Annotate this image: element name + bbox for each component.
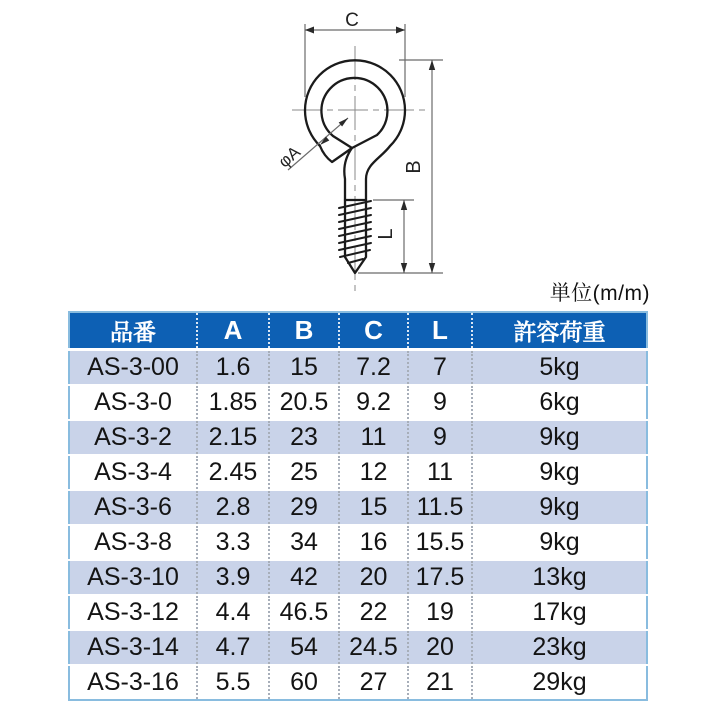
cell-load: 9kg (472, 525, 647, 560)
cell-a: 1.6 (197, 350, 269, 386)
cell-b: 34 (269, 525, 339, 560)
unit-label: 単位(m/m) (549, 282, 650, 305)
cell-part-number: AS-3-10 (69, 560, 197, 595)
cell-b: 15 (269, 350, 339, 386)
cell-c: 22 (339, 595, 408, 630)
cell-c: 27 (339, 665, 408, 700)
cell-b: 60 (269, 665, 339, 700)
cell-part-number: AS-3-0 (69, 385, 197, 420)
cell-b: 46.5 (269, 595, 339, 630)
cell-l: 11 (408, 455, 472, 490)
cell-c: 7.2 (339, 350, 408, 386)
cell-load: 29kg (472, 665, 647, 700)
cell-load: 9kg (472, 490, 647, 525)
col-header-c: C (339, 312, 408, 350)
cell-part-number: AS-3-16 (69, 665, 197, 700)
cell-part-number: AS-3-4 (69, 455, 197, 490)
dim-label-c: C (345, 10, 359, 31)
cell-l: 17.5 (408, 560, 472, 595)
dimension-l (373, 200, 414, 273)
cell-c: 15 (339, 490, 408, 525)
cell-l: 11.5 (408, 490, 472, 525)
cell-c: 9.2 (339, 385, 408, 420)
col-header-l: L (408, 312, 472, 350)
cell-a: 4.7 (197, 630, 269, 665)
header-row (69, 312, 647, 350)
cell-a: 2.45 (197, 455, 269, 490)
cell-part-number: AS-3-12 (69, 595, 197, 630)
cell-l: 9 (408, 420, 472, 455)
cell-c: 12 (339, 455, 408, 490)
cell-c: 20 (339, 560, 408, 595)
arrowhead-up-icon (401, 200, 407, 210)
cell-l: 19 (408, 595, 472, 630)
cell-part-number: AS-3-6 (69, 490, 197, 525)
cell-part-number: AS-3-2 (69, 420, 197, 455)
cell-load: 23kg (472, 630, 647, 665)
cell-b: 20.5 (269, 385, 339, 420)
col-header-part-number: 品番 (69, 312, 197, 350)
cell-b: 29 (269, 490, 339, 525)
cell-a: 3.9 (197, 560, 269, 595)
dim-label-l: L (375, 228, 397, 240)
cell-c: 24.5 (339, 630, 408, 665)
table-row (69, 665, 647, 700)
table-row (69, 490, 647, 525)
cell-a: 4.4 (197, 595, 269, 630)
cell-c: 11 (339, 420, 408, 455)
arrowhead-down-icon (401, 263, 407, 273)
cell-part-number: AS-3-00 (69, 350, 197, 386)
spec-table (68, 311, 648, 701)
arrowhead-right-icon (396, 27, 405, 34)
cell-part-number: AS-3-14 (69, 630, 197, 665)
leader-phi-a (275, 118, 348, 171)
dim-label-phi-a: φA (274, 142, 305, 172)
cell-l: 7 (408, 350, 472, 386)
cell-l: 15.5 (408, 525, 472, 560)
table-row (69, 560, 647, 595)
table-row (69, 350, 647, 386)
table-row (69, 385, 647, 420)
cell-a: 3.3 (197, 525, 269, 560)
cell-b: 54 (269, 630, 339, 665)
cell-load: 9kg (472, 420, 647, 455)
table-row (69, 455, 647, 490)
cell-a: 2.8 (197, 490, 269, 525)
dim-label-b: B (403, 160, 425, 174)
col-header-b: B (269, 312, 339, 350)
arrowhead-down-icon (429, 263, 435, 273)
cell-load: 13kg (472, 560, 647, 595)
col-header-a: A (197, 312, 269, 350)
cell-l: 9 (408, 385, 472, 420)
cell-l: 21 (408, 665, 472, 700)
cell-load: 5kg (472, 350, 647, 386)
cell-a: 5.5 (197, 665, 269, 700)
screw-eye-diagram (0, 0, 718, 302)
cell-a: 1.85 (197, 385, 269, 420)
arrowhead-left-icon (305, 27, 314, 34)
table-row (69, 525, 647, 560)
eye-hole-outline (321, 78, 387, 148)
arrowhead-up-icon (429, 60, 435, 70)
cell-b: 25 (269, 455, 339, 490)
cell-load: 17kg (472, 595, 647, 630)
cell-l: 20 (408, 630, 472, 665)
cell-load: 6kg (472, 385, 647, 420)
col-header-load: 許容荷重 (472, 312, 647, 350)
table-row (69, 420, 647, 455)
cell-b: 42 (269, 560, 339, 595)
cell-part-number: AS-3-8 (69, 525, 197, 560)
table-row (69, 630, 647, 665)
cell-b: 23 (269, 420, 339, 455)
cell-c: 16 (339, 525, 408, 560)
cell-load: 9kg (472, 455, 647, 490)
cell-a: 2.15 (197, 420, 269, 455)
table-row (69, 595, 647, 630)
